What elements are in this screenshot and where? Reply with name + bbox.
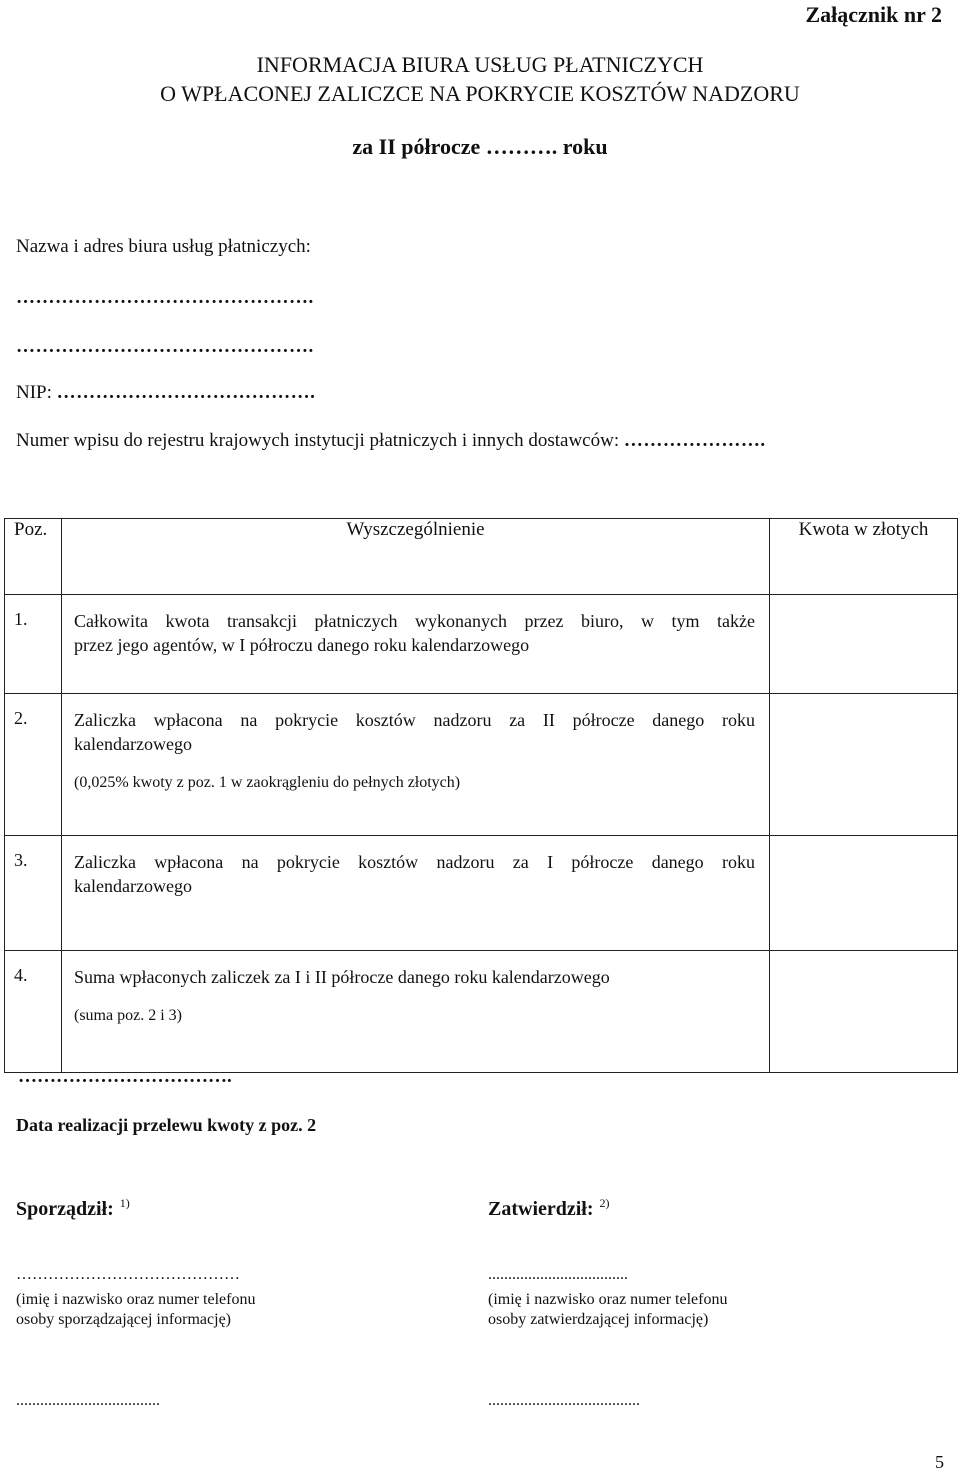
- row-number: 4.: [5, 951, 62, 1073]
- footnote-1: 1): [119, 1196, 130, 1210]
- row-description-line: Suma wpłaconych zaliczek za I i II półrocze danego roku kalendarzowego: [74, 967, 610, 987]
- attachment-label: Załącznik nr 2: [805, 2, 942, 27]
- registry-field[interactable]: ………………….: [623, 430, 766, 451]
- row-description-line: przez jego agentów, w I półroczu danego roku kalendarzowego: [74, 635, 530, 655]
- title-line-2: O WPŁACONEJ ZALICZCE NA POKRYCIE KOSZTÓW NADZORU: [160, 81, 800, 106]
- footnote-2: 2): [599, 1196, 610, 1210]
- amount-cell[interactable]: [770, 694, 958, 836]
- period-suffix: roku: [562, 134, 608, 159]
- table-row: [5, 595, 958, 694]
- approved-caption-line-2: osoby zatwierdzającej informację): [488, 1311, 709, 1328]
- amount-cell[interactable]: [770, 836, 958, 951]
- amount-cell[interactable]: [770, 951, 958, 1073]
- page-number: 5: [935, 1452, 944, 1472]
- approved-extra-field[interactable]: ......................................: [488, 1392, 640, 1409]
- nip-label: NIP:: [16, 382, 52, 403]
- header-amount: Kwota w złotych: [770, 519, 958, 595]
- registry-row: [16, 430, 766, 452]
- title-line-1: INFORMACJA BIURA USŁUG PŁATNICZYCH: [256, 52, 704, 77]
- prepared-signature-field[interactable]: ……………………………………: [16, 1266, 240, 1283]
- office-field-line-1[interactable]: ……………………………………….: [16, 287, 314, 308]
- transfer-date-field[interactable]: …………………………….: [18, 1066, 232, 1087]
- approved-caption: [488, 1290, 727, 1330]
- row-note: (suma poz. 2 i 3): [74, 1007, 182, 1024]
- row-description: [62, 836, 770, 951]
- row-number: 2.: [5, 694, 62, 836]
- table-header-row: [5, 519, 958, 595]
- period-dots[interactable]: ……….: [480, 134, 563, 159]
- office-field-line-2[interactable]: ……………………………………….: [16, 336, 314, 357]
- summary-table: [4, 518, 958, 1073]
- registry-label: Numer wpisu do rejestru krajowych instytucji płatniczych i innych dostawców:: [16, 430, 620, 451]
- table-row: [5, 836, 958, 951]
- period-line: [0, 131, 960, 162]
- amount-cell[interactable]: [770, 595, 958, 694]
- row-description-line: Zaliczka wpłacona na pokrycie kosztów nadzoru za I półrocze danego roku: [74, 852, 755, 872]
- approved-label-text: Zatwierdził:: [488, 1198, 594, 1220]
- prepared-extra-field[interactable]: ....................................: [16, 1392, 160, 1409]
- table-row: [5, 951, 958, 1073]
- table-row: [5, 694, 958, 836]
- row-description: [62, 951, 770, 1073]
- row-description-line: Zaliczka wpłacona na pokrycie kosztów nadzoru za II półrocze danego roku: [74, 710, 755, 730]
- header-poz: Poz.: [5, 519, 62, 595]
- row-number: 1.: [5, 595, 62, 694]
- approved-caption-line-1: (imię i nazwisko oraz numer telefonu: [488, 1291, 728, 1308]
- approved-signature-field[interactable]: ...................................: [488, 1266, 628, 1283]
- row-description-line: kalendarzowego: [74, 734, 192, 754]
- prepared-caption-line-2: osoby sporządzającej informację): [16, 1311, 232, 1328]
- transfer-date-label: Data realizacji przelewu kwoty z poz. 2: [16, 1115, 317, 1135]
- row-note: (0,025% kwoty z poz. 1 w zaokrągleniu do pełnych złotych): [74, 774, 461, 791]
- prepared-caption-line-1: (imię i nazwisko oraz numer telefonu: [16, 1291, 256, 1308]
- header-description: Wyszczególnienie: [62, 519, 770, 595]
- period-prefix: za II półrocze: [352, 134, 481, 159]
- row-description: [62, 694, 770, 836]
- approved-label: [488, 1196, 610, 1221]
- nip-row: [16, 382, 315, 404]
- prepared-label: [16, 1196, 130, 1221]
- prepared-label-text: Sporządził:: [16, 1198, 114, 1220]
- row-description-line: Całkowita kwota transakcji płatniczych wykonanych przez biuro, w tym także: [74, 611, 755, 631]
- office-label: Nazwa i adres biura usług płatniczych:: [16, 236, 311, 257]
- row-number: 3.: [5, 836, 62, 951]
- prepared-caption: [16, 1290, 255, 1330]
- nip-field[interactable]: ………………………………….: [56, 382, 316, 403]
- row-description-line: kalendarzowego: [74, 876, 192, 896]
- row-description: [62, 595, 770, 694]
